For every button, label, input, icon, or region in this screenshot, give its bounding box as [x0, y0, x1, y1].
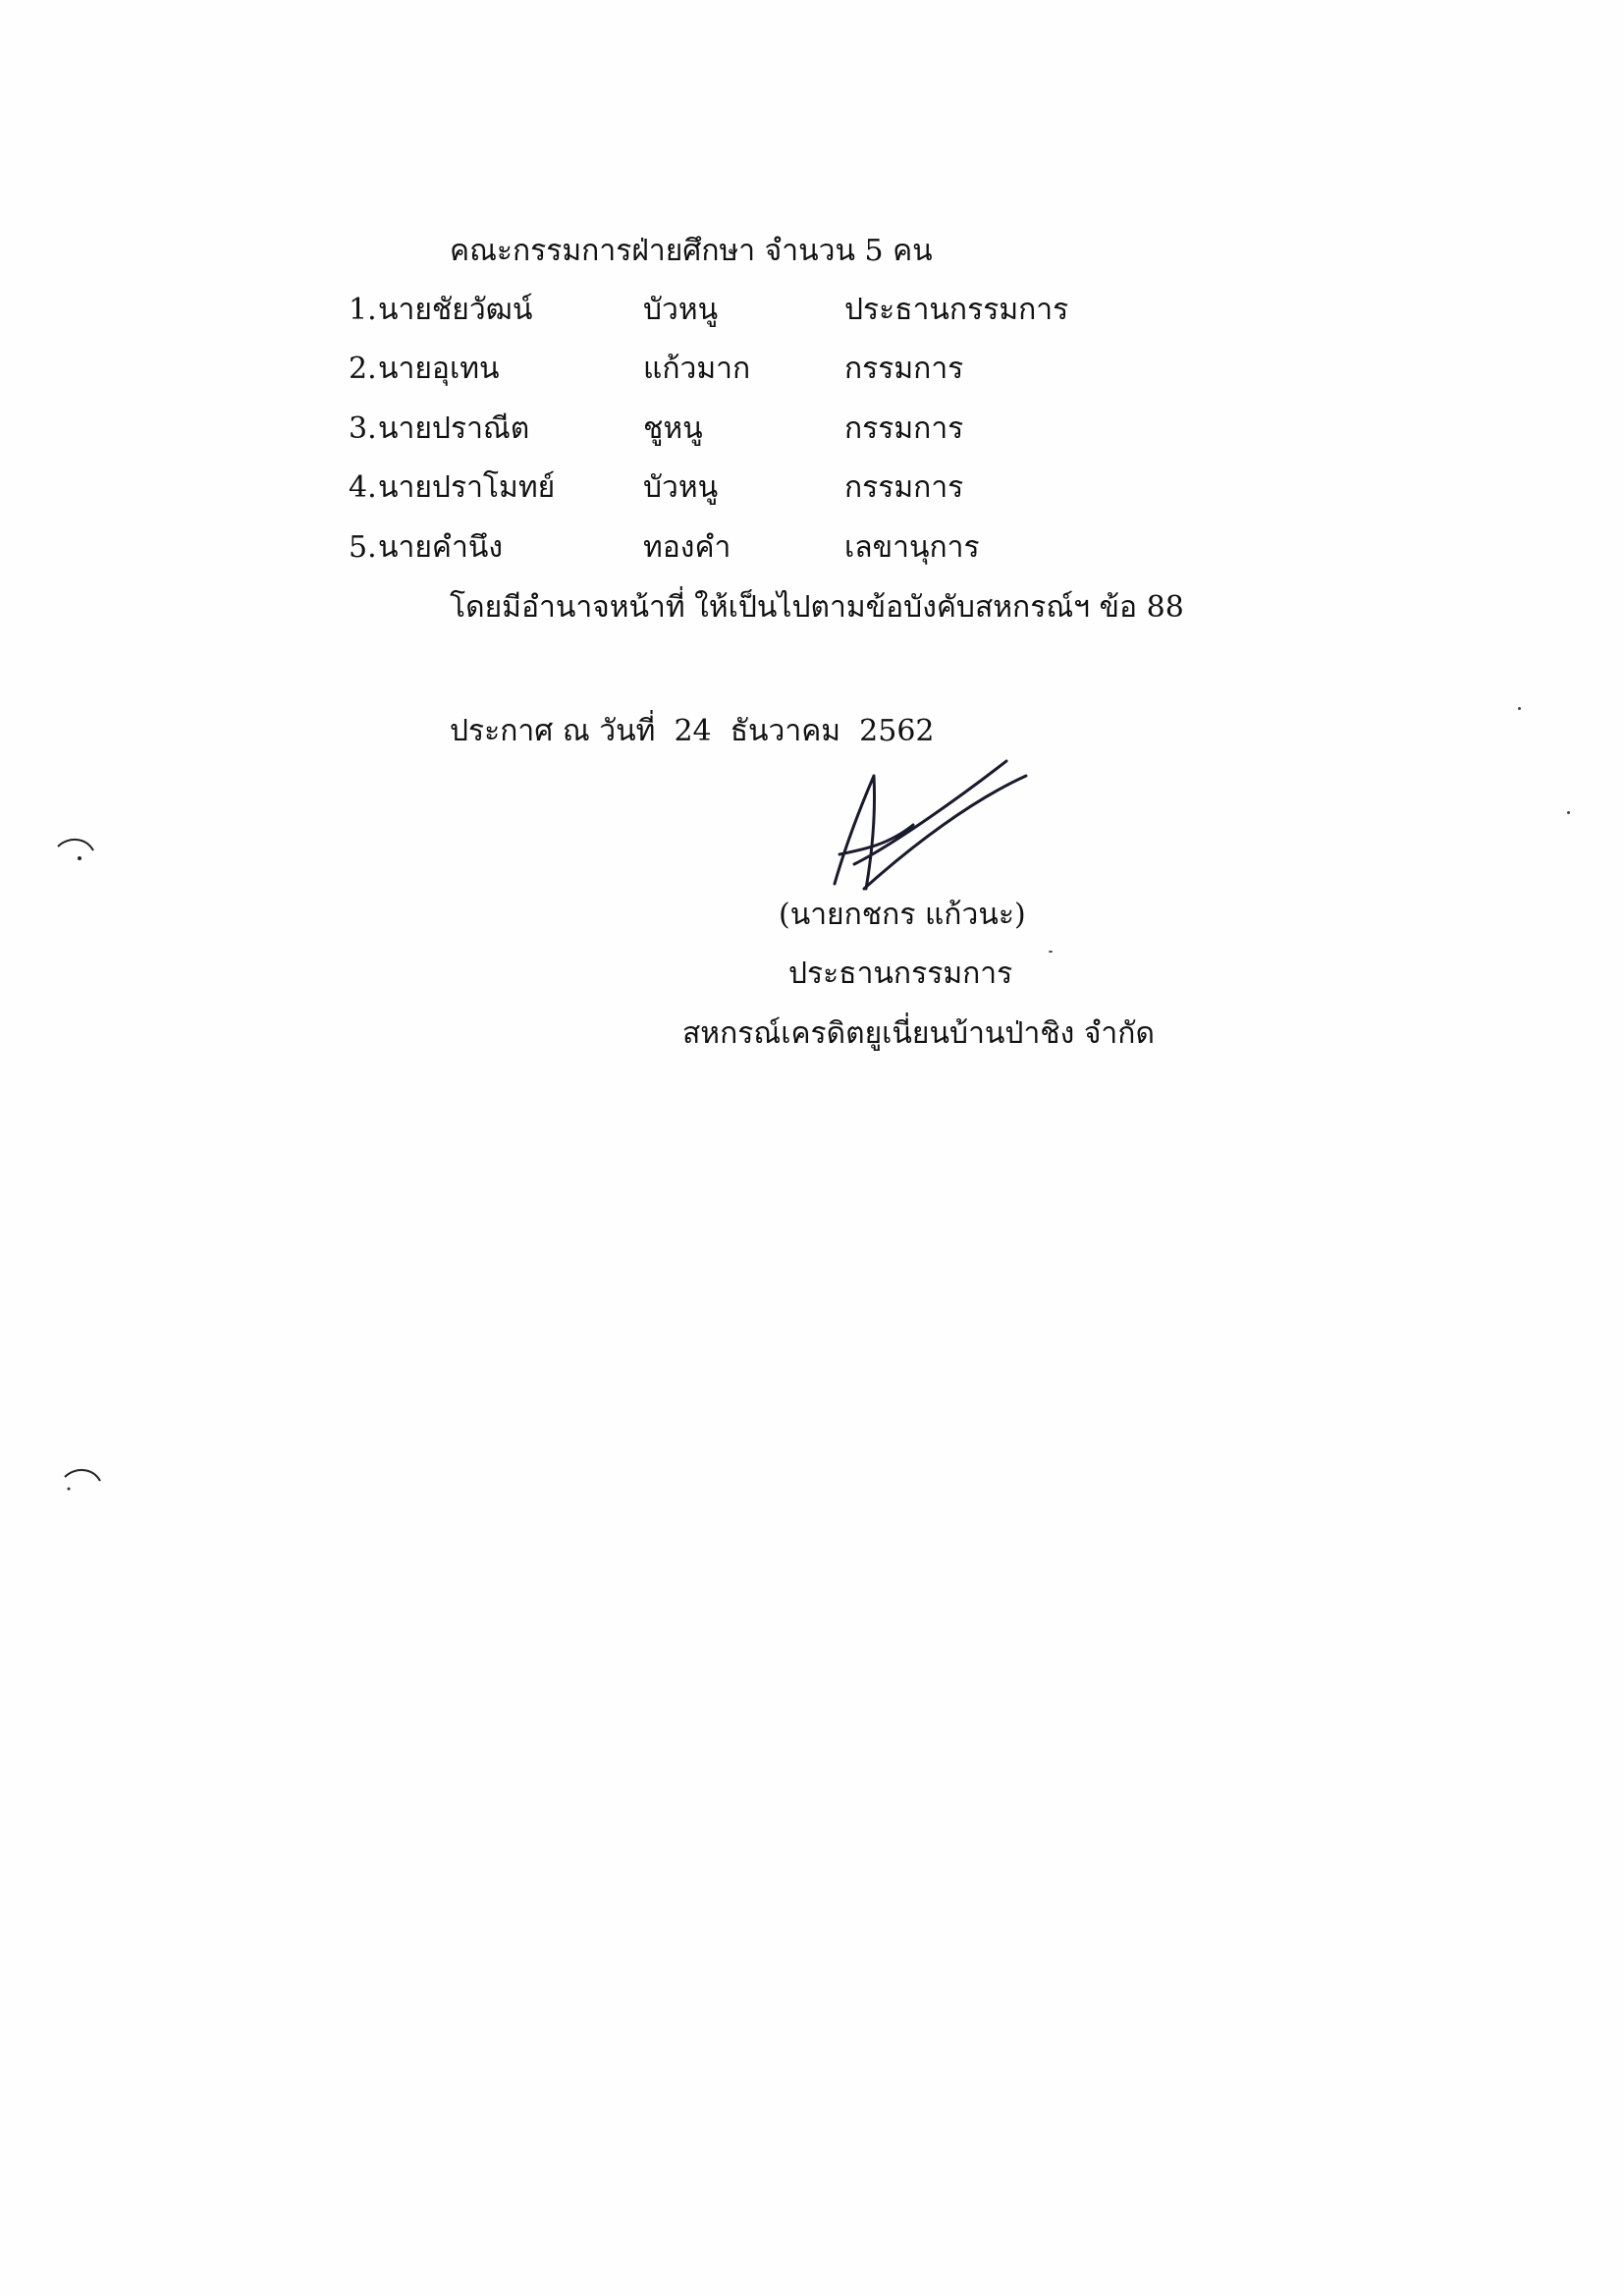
member-role: กรรมการ [844, 470, 964, 505]
committee-heading: คณะกรรมการฝ่ายศึกษา จำนวน 5 คน [450, 234, 933, 268]
scan-speck [1567, 811, 1570, 814]
member-last-name: ทองคำ [643, 530, 731, 565]
scan-speck [1518, 707, 1521, 710]
member-row-4 [349, 468, 1232, 508]
member-role: เลขานุการ [844, 530, 980, 565]
signer-title: ประธานกรรมการ [788, 957, 1013, 991]
member-role: กรรมการ [844, 352, 964, 386]
authority-statement: โดยมีอำนาจหน้าที่ ให้เป็นไปตามข้อบังคับสหกรณ์ฯ ข้อ 88 [450, 590, 1184, 625]
member-first-name: นายปราณีต [378, 411, 530, 446]
member-number: 2. [349, 352, 377, 386]
member-last-name: บัวหนู [643, 293, 719, 327]
announce-month: ธันวาคม [730, 714, 841, 748]
signer-name: (นายกชกร แก้วนะ) [779, 898, 1026, 932]
member-role: ประธานกรรมการ [844, 293, 1069, 327]
member-first-name: นายชัยวัฒน์ [378, 293, 533, 327]
scan-speck [1049, 951, 1053, 953]
signer-organization: สหกรณ์เครดิตยูเนี่ยนบ้านป่าชิง จำกัด [682, 1016, 1155, 1051]
member-number: 3. [349, 411, 377, 446]
member-number: 1. [349, 293, 377, 327]
member-row-3 [349, 410, 1232, 449]
member-row-2 [349, 350, 1232, 389]
member-last-name: บัวหนู [643, 470, 719, 505]
handwritten-signature [805, 756, 1031, 899]
member-row-5 [349, 528, 1232, 568]
member-first-name: นายปราโมทย์ [378, 470, 556, 505]
announcement-date [450, 712, 935, 751]
member-first-name: นายคำนึง [378, 530, 504, 565]
punch-hole-mark-bottom [61, 1463, 104, 1493]
member-last-name: แก้วมาก [643, 352, 751, 386]
announce-year: 2562 [859, 714, 935, 748]
punch-hole-mark-top [54, 833, 97, 862]
member-role: กรรมการ [844, 411, 964, 446]
member-number: 4. [349, 470, 377, 505]
announce-prefix: ประกาศ ณ วันที่ [450, 714, 656, 748]
member-first-name: นายอุเทน [378, 352, 500, 386]
member-number: 5. [349, 530, 377, 565]
member-last-name: ชูหนู [643, 411, 703, 446]
member-row-1 [349, 291, 1232, 330]
announce-day: 24 [674, 714, 712, 748]
